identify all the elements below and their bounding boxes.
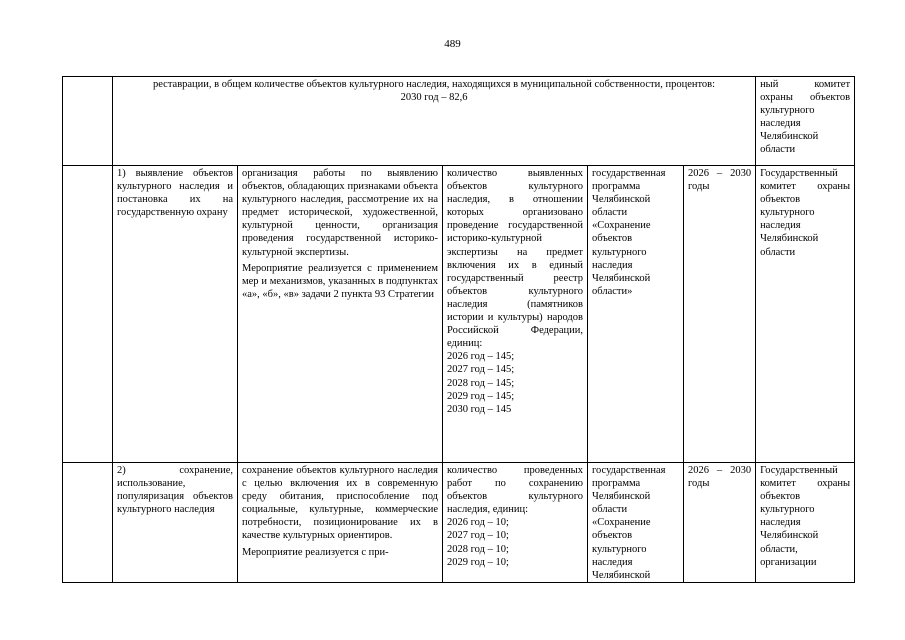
- measure-cell: [238, 463, 443, 583]
- indicator-value: 2030 год – 145: [447, 403, 512, 415]
- page-number: 489: [444, 38, 461, 50]
- table-row: [63, 463, 855, 583]
- measure-note: Мероприятие реализуется с при-: [242, 546, 389, 558]
- indicator-value: 2029 год – 10;: [447, 556, 509, 568]
- table-row: [63, 166, 855, 463]
- indicator-text: количество выявленных объектов культурного наследия, в отношении которых организовано проведение государственной историко-культурной экспертизы на предмет включения их в единый государственный реестр объектов культурного наследия (памятников истории и культуры) народов Российской Федерации, единиц:: [447, 168, 583, 350]
- measure-note: Мероприятие реализуется с применением мер и механизмов, указанных в подпунктах «а», «б», «в» задачи 2 пункта 93 Стратегии: [242, 262, 438, 300]
- table-row: [63, 77, 855, 166]
- indicator-cell: [443, 463, 588, 583]
- empty-cell: [63, 463, 113, 583]
- task-cell: 1) выявление объектов культурного наследия и постановка их на государственную охрану: [113, 166, 238, 463]
- indicator-target: 2030 год – 82,6: [400, 92, 468, 104]
- indicator-value: 2027 год – 145;: [447, 364, 515, 376]
- indicator-value: 2026 год – 10;: [447, 517, 509, 529]
- indicator-value: 2027 год – 10;: [447, 530, 509, 542]
- program-cell: государственная программа Челябинской области «Сохранение объектов культурного наследия Челябинской области»: [588, 166, 684, 463]
- responsible-cell: Государственный комитет охраны объектов культурного наследия Челябинской области, организации: [756, 463, 855, 583]
- indicator-value: 2029 год – 145;: [447, 390, 515, 402]
- indicator-text: количество проведенных работ по сохранению объектов культурного наследия, единиц:: [447, 465, 583, 516]
- term-cell: 2026 – 2030 годы: [684, 463, 756, 583]
- measure-cell: [238, 166, 443, 463]
- indicator-value: 2028 год – 10;: [447, 543, 509, 555]
- responsible-cell: Государственный комитет охраны объектов культурного наследия Челябинской области: [756, 166, 855, 463]
- empty-cell: [63, 166, 113, 463]
- indicator-value: 2026 год – 145;: [447, 351, 515, 363]
- empty-cell: [63, 77, 113, 166]
- indicator-text: реставрации, в общем количестве объектов культурного наследия, находящихся в муниципальной собственности, процентов:: [152, 79, 716, 90]
- measure-text: сохранение объектов культурного наследия с целью включения их в современную среду обитания, приспособление под социальные, культурные, коммерческие потребности, позиционирование их в качестве культурных ориентиров.: [242, 465, 438, 542]
- term-cell: 2026 – 2030 годы: [684, 166, 756, 463]
- task-cell: 2) сохранение, использование, популяризация объектов культурного наследия: [113, 463, 238, 583]
- strategy-table: [62, 76, 855, 583]
- indicator-continuation: [113, 77, 756, 166]
- responsible-cell: ный комитет охраны объектов культурного наследия Челябинской области: [756, 77, 855, 166]
- program-cell: государственная программа Челябинской области «Сохранение объектов культурного наследия Челябинской: [588, 463, 684, 583]
- indicator-cell: [443, 166, 588, 463]
- measure-text: организация работы по выявлению объектов, обладающих признаками объекта культурного наследия, рассмотрение их на предмет исторической, художественной, культурной ценности, организация проведения государственной историко-культурной экспертизы.: [242, 168, 438, 258]
- indicator-value: 2028 год – 145;: [447, 377, 515, 389]
